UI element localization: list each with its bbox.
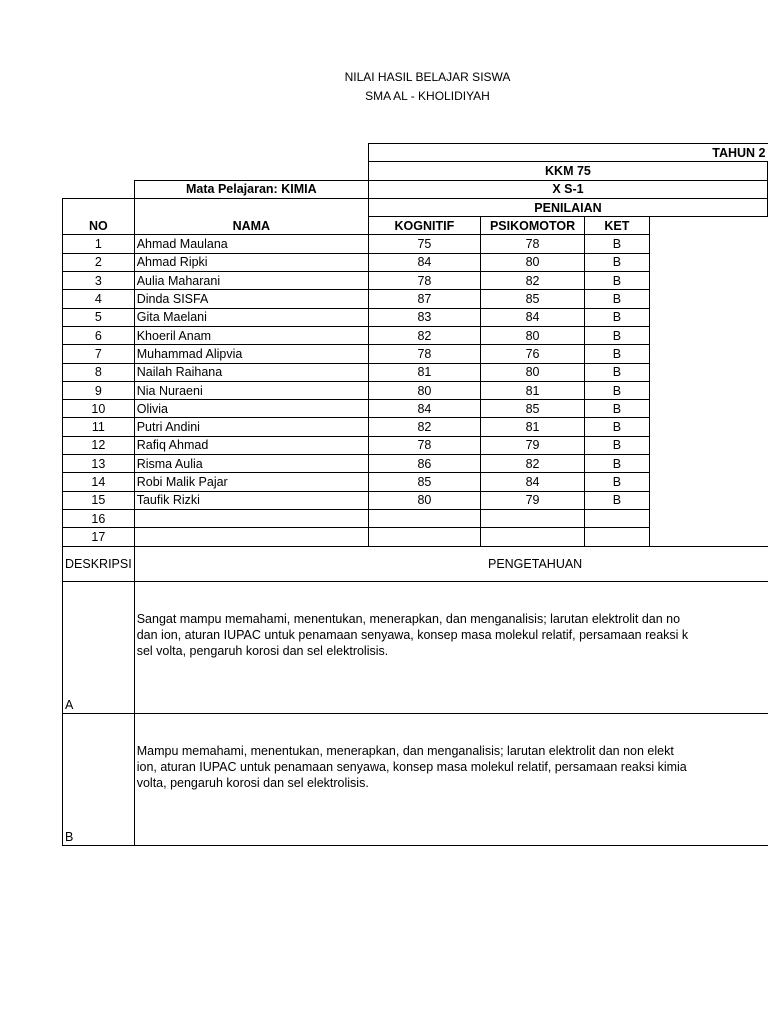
- cell-psikomotor: 85: [480, 400, 584, 418]
- cell-kognitif: 75: [368, 235, 480, 253]
- pengetahuan-heading: PENGETAHUAN: [134, 546, 767, 581]
- cell-kognitif: [368, 509, 480, 527]
- col-header-nama: NAMA: [134, 198, 368, 235]
- cell-no: 7: [63, 345, 135, 363]
- table-row: [63, 345, 768, 363]
- deskripsi-label: DESKRIPSI: [63, 546, 135, 581]
- cell-psikomotor: 82: [480, 455, 584, 473]
- cell-nama: Taufik Rizki: [134, 491, 368, 509]
- cell-psikomotor: 80: [480, 363, 584, 381]
- cell-nama: Khoeril Anam: [134, 326, 368, 344]
- cell-no: 13: [63, 455, 135, 473]
- cell-no: 10: [63, 400, 135, 418]
- cell-kognitif: 80: [368, 491, 480, 509]
- col-header-kognitif: KOGNITIF: [368, 217, 480, 235]
- col-header-ket: KET: [585, 217, 649, 235]
- cell-no: 12: [63, 436, 135, 454]
- cell-nama: Risma Aulia: [134, 455, 368, 473]
- cell-kognitif: 80: [368, 381, 480, 399]
- cell-no: 3: [63, 272, 135, 290]
- cell-no: 15: [63, 491, 135, 509]
- grade-description: [134, 713, 767, 845]
- table-row: [63, 400, 768, 418]
- cell-psikomotor: 81: [480, 418, 584, 436]
- cell-psikomotor: 81: [480, 381, 584, 399]
- report-title: NILAI HASIL BELAJAR SISWA: [344, 70, 511, 84]
- cell-nama: Rafiq Ahmad: [134, 436, 368, 454]
- cell-no: 17: [63, 528, 135, 546]
- cell-nama: Nailah Raihana: [134, 363, 368, 381]
- cell-no: 11: [63, 418, 135, 436]
- cell-ket: B: [585, 253, 649, 271]
- table-row: [63, 272, 768, 290]
- cell-no: 6: [63, 326, 135, 344]
- deskripsi-header-row: [63, 546, 768, 581]
- cell-kognitif: 82: [368, 418, 480, 436]
- table-row: [63, 418, 768, 436]
- cell-ket: [585, 528, 649, 546]
- cell-kognitif: 87: [368, 290, 480, 308]
- grade-letter: B: [63, 713, 135, 845]
- cell-nama: Putri Andini: [134, 418, 368, 436]
- cell-psikomotor: [480, 509, 584, 527]
- cell-kognitif: 85: [368, 473, 480, 491]
- table-row: [63, 308, 768, 326]
- table-row: [63, 436, 768, 454]
- cell-psikomotor: 84: [480, 473, 584, 491]
- table-row: [63, 326, 768, 344]
- cell-psikomotor: 80: [480, 253, 584, 271]
- subject-label: Mata Pelajaran: KIMIA: [134, 180, 368, 198]
- cell-ket: B: [585, 436, 649, 454]
- cell-no: 14: [63, 473, 135, 491]
- cell-psikomotor: 79: [480, 436, 584, 454]
- cell-nama: Olivia: [134, 400, 368, 418]
- cell-kognitif: 84: [368, 253, 480, 271]
- cell-nama: [134, 509, 368, 527]
- table-row: [63, 455, 768, 473]
- description-line: Sangat mampu memahami, menentukan, menerapkan, dan menganalisis; larutan elektrolit dan no: [136, 612, 681, 627]
- cell-psikomotor: 79: [480, 491, 584, 509]
- cell-kognitif: 78: [368, 272, 480, 290]
- col-header-no: NO: [63, 198, 135, 235]
- cell-psikomotor: 78: [480, 235, 584, 253]
- col-header-psikomotor: PSIKOMOTOR: [480, 217, 584, 235]
- description-line: volta, pengaruh korosi dan sel elektrolisis.: [136, 776, 369, 791]
- cell-ket: B: [585, 290, 649, 308]
- cell-no: 5: [63, 308, 135, 326]
- table-row: [63, 491, 768, 509]
- table-row: [63, 253, 768, 271]
- cell-psikomotor: 80: [480, 326, 584, 344]
- description-line: sel volta, pengaruh korosi dan sel elektrolisis.: [136, 644, 389, 659]
- description-line: dan ion, aturan IUPAC untuk penamaan senyawa, konsep masa molekul relatif, persamaan reaksi k: [136, 628, 689, 643]
- cell-ket: B: [585, 235, 649, 253]
- table-row: [63, 473, 768, 491]
- cell-kognitif: 84: [368, 400, 480, 418]
- description-line: ion, aturan IUPAC untuk penamaan senyawa, konsep masa molekul relatif, persamaan reaksi kimia: [136, 760, 687, 775]
- grades-table: [62, 143, 768, 846]
- cell-nama: Aulia Maharani: [134, 272, 368, 290]
- table-row: [63, 235, 768, 253]
- cell-ket: B: [585, 400, 649, 418]
- cell-nama: Ahmad Maulana: [134, 235, 368, 253]
- cell-ket: B: [585, 418, 649, 436]
- cell-ket: B: [585, 308, 649, 326]
- class-label: X S-1: [368, 180, 767, 198]
- grade-description: [134, 581, 767, 713]
- cell-nama: Robi Malik Pajar: [134, 473, 368, 491]
- cell-ket: B: [585, 345, 649, 363]
- table-row: [63, 381, 768, 399]
- table-row: [63, 509, 768, 527]
- cell-ket: B: [585, 381, 649, 399]
- description-line: Mampu memahami, menentukan, menerapkan, dan menganalisis; larutan elektrolit dan non elekt: [136, 744, 674, 759]
- deskripsi-row: [63, 713, 768, 845]
- cell-ket: B: [585, 491, 649, 509]
- kkm-label: KKM 75: [368, 162, 767, 180]
- cell-psikomotor: 76: [480, 345, 584, 363]
- cell-kognitif: 81: [368, 363, 480, 381]
- table-row: [63, 290, 768, 308]
- deskripsi-row: [63, 581, 768, 713]
- cell-kognitif: [368, 528, 480, 546]
- cell-ket: [585, 509, 649, 527]
- cell-ket: B: [585, 363, 649, 381]
- cell-ket: B: [585, 272, 649, 290]
- tahun-label: TAHUN 2: [368, 144, 767, 162]
- school-name: SMA AL - KHOLIDIYAH: [365, 89, 490, 103]
- cell-no: 1: [63, 235, 135, 253]
- cell-no: 4: [63, 290, 135, 308]
- cell-kognitif: 82: [368, 326, 480, 344]
- cell-nama: Ahmad Ripki: [134, 253, 368, 271]
- cell-kognitif: 86: [368, 455, 480, 473]
- grade-letter: A: [63, 581, 135, 713]
- cell-ket: B: [585, 473, 649, 491]
- cell-no: 16: [63, 509, 135, 527]
- cell-nama: Muhammad Alipvia: [134, 345, 368, 363]
- penilaian-header: PENILAIAN: [368, 198, 767, 216]
- cell-psikomotor: 85: [480, 290, 584, 308]
- table-row: [63, 528, 768, 546]
- cell-nama: Gita Maelani: [134, 308, 368, 326]
- cell-kognitif: 83: [368, 308, 480, 326]
- cell-psikomotor: 84: [480, 308, 584, 326]
- cell-psikomotor: 82: [480, 272, 584, 290]
- cell-nama: Dinda SISFA: [134, 290, 368, 308]
- cell-no: 2: [63, 253, 135, 271]
- cell-no: 9: [63, 381, 135, 399]
- cell-kognitif: 78: [368, 436, 480, 454]
- cell-nama: [134, 528, 368, 546]
- table-row: [63, 363, 768, 381]
- cell-ket: B: [585, 455, 649, 473]
- cell-nama: Nia Nuraeni: [134, 381, 368, 399]
- cell-kognitif: 78: [368, 345, 480, 363]
- cell-psikomotor: [480, 528, 584, 546]
- cell-no: 8: [63, 363, 135, 381]
- cell-ket: B: [585, 326, 649, 344]
